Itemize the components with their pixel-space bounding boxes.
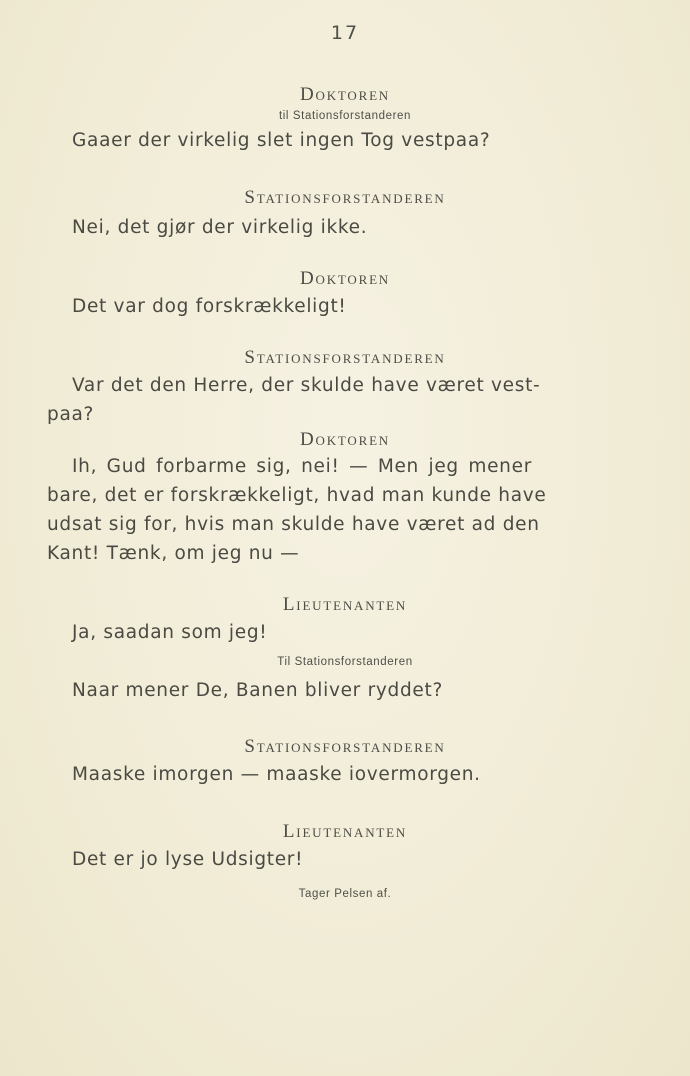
dialogue-line: Nei, det gjør der virkelig ikke. — [72, 217, 368, 238]
speaker-name: Doktoren — [300, 429, 390, 450]
dialogue-line: Det var dog forskrækkeligt! — [72, 296, 347, 317]
dialogue-line: Ih, Gud forbarme sig, nei! — Men jeg mener — [72, 456, 532, 477]
dialogue-line: Maaske imorgen — maaske iovermorgen. — [72, 764, 481, 785]
dialogue-line: Gaaer der virkelig slet ingen Tog vestpaa? — [72, 130, 491, 151]
dialogue-line: Kant! Tænk, om jeg nu — — [47, 543, 300, 564]
stage-direction: til Stationsforstanderen — [278, 110, 412, 122]
speaker-name: Doktoren — [300, 84, 390, 105]
dialogue-line: Var det den Herre, der skulde have været vest- — [72, 375, 541, 396]
dialogue-line: udsat sig for, hvis man skulde have været ad den — [47, 514, 540, 535]
speaker-name: Lieutenanten — [282, 594, 408, 615]
speaker-name: Doktoren — [300, 268, 390, 289]
dialogue-line: Ja, saadan som jeg! — [72, 622, 268, 643]
speaker-name: Lieutenanten — [282, 821, 408, 842]
speaker-name: Stationsforstanderen — [244, 736, 446, 757]
dialogue-line: Det er jo lyse Udsigter! — [72, 849, 304, 870]
dialogue-line: paa? — [47, 404, 95, 425]
speaker-name: Stationsforstanderen — [244, 187, 446, 208]
stage-direction: Til Stationsforstanderen — [277, 656, 413, 668]
dialogue-line: bare, det er forskrækkeligt, hvad man kunde have — [47, 485, 547, 506]
dialogue-line: Naar mener De, Banen bliver ryddet? — [72, 680, 443, 701]
page-number: 17 — [330, 22, 360, 44]
stage-direction: Tager Pelsen af. — [298, 888, 392, 900]
speaker-name: Stationsforstanderen — [244, 347, 446, 368]
